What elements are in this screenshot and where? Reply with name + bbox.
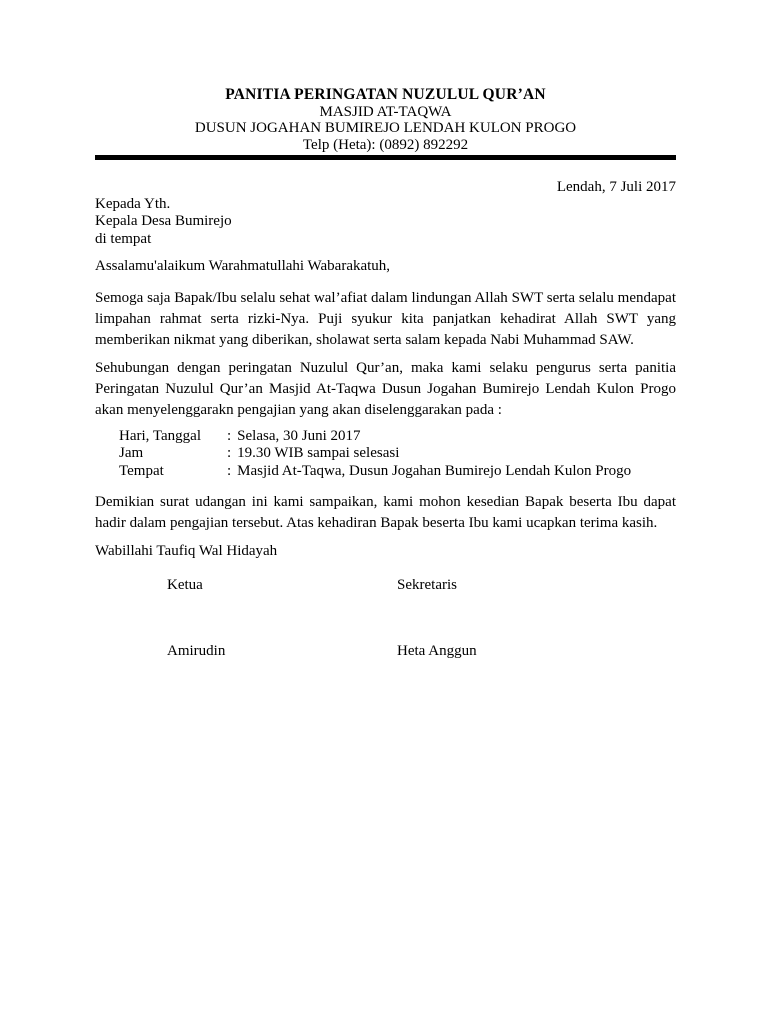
paragraph-event: Sehubungan dengan peringatan Nuzulul Qur’an, maka kami selaku pengurus serta panitia Peringatan Nuzulul Qur’an Masjid At-Taqwa Dusun Jogahan Bumirejo Lendah Kulon Progo akan menyelenggarakn pengajian yang akan diselenggarakan pada : — [95, 359, 676, 418]
paragraph-opening: Semoga saja Bapak/Ibu selalu sehat wal’afiat dalam lindungan Allah SWT serta selalu mendapat limpahan rahmat serta rizki-Nya. Puji syukur kita panjatkan kehadirat Allah SWT yang memberikan nikmat yang diberikan, sholawat serta salam kepada Nabi Muhammad SAW. — [95, 289, 676, 348]
letterhead-address: DUSUN JOGAHAN BUMIREJO LENDAH KULON PROGO — [194, 120, 577, 136]
signature-title-chairman: Ketua — [167, 576, 203, 593]
recipient-place: di tempat — [95, 230, 152, 247]
signature-name-secretary: Heta Anggun — [397, 642, 477, 659]
detail-row-day-date — [119, 428, 676, 446]
detail-separator: : — [227, 462, 232, 479]
detail-row-time — [119, 445, 676, 463]
paragraph-closing: Demikian surat udangan ini kami sampaikan, kami mohon kesedian Bapak beserta Ibu dapat hadir dalam pengajian tersebut. Atas kehadiran Bapak beserta Ibu kami ucapkan terima kasih. — [95, 494, 676, 531]
event-details — [119, 428, 676, 481]
salutation: Assalamu'alaikum Warahmatullahi Wabarakatuh, — [95, 258, 391, 274]
detail-label-place: Tempat — [119, 462, 164, 479]
detail-row-place — [119, 463, 676, 481]
detail-separator: : — [227, 427, 232, 444]
signature-titles-row — [167, 576, 676, 594]
signature-title-secretary: Sekretaris — [397, 576, 457, 593]
letterhead-phone: Telp (Heta): (0892) 892292 — [302, 136, 469, 153]
detail-value-place: Masjid At-Taqwa, Dusun Jogahan Bumirejo Lendah Kulon Progo — [237, 462, 632, 479]
signature-name-chairman: Amirudin — [167, 642, 226, 659]
letterhead — [95, 87, 676, 153]
letterhead-mosque-name: MASJID AT-TAQWA — [319, 103, 452, 120]
recipient-block — [95, 196, 676, 249]
letterhead-committee-name: PANITIA PERINGATAN NUZULUL QUR’AN — [225, 86, 546, 103]
detail-separator: : — [227, 445, 232, 461]
detail-value-day-date: Selasa, 30 Juni 2017 — [237, 427, 361, 444]
detail-label-day-date: Hari, Tanggal — [119, 427, 201, 444]
signature-names-row — [167, 642, 676, 660]
dateline: Lendah, 7 Juli 2017 — [556, 178, 676, 195]
closing-phrase: Wabillahi Taufiq Wal Hidayah — [95, 543, 278, 559]
detail-value-time: 19.30 WIB sampai selesasi — [237, 445, 400, 461]
letterhead-divider-rule — [95, 155, 676, 160]
detail-label-time: Jam — [119, 445, 144, 461]
recipient-honorific: Kepada Yth. — [95, 195, 171, 212]
recipient-name: Kepala Desa Bumirejo — [95, 213, 232, 229]
